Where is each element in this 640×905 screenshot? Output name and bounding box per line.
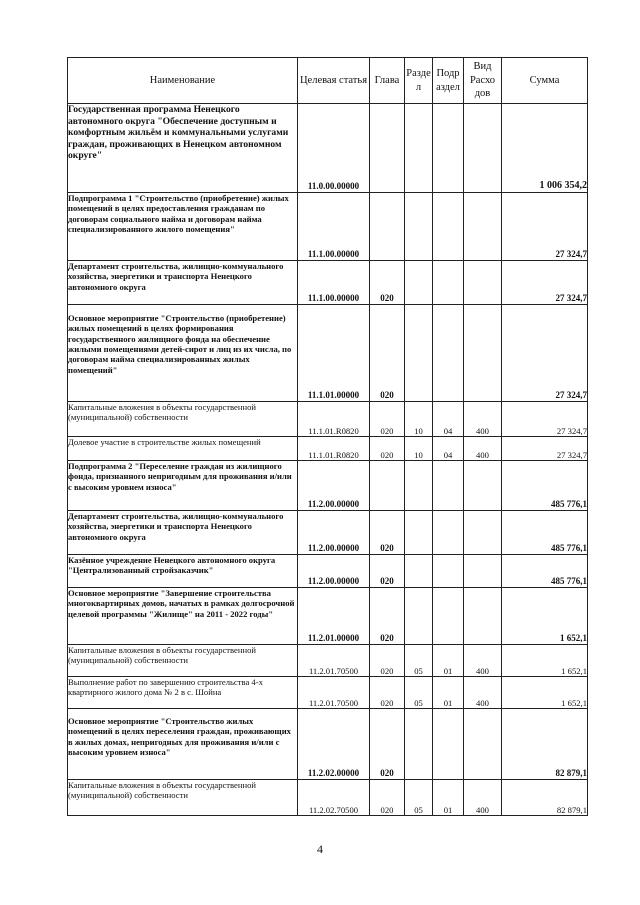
row-name: Выполнение работ по завершению строительства 4-х квартирного жилого дома № 2 в с. Шойна <box>68 677 298 709</box>
row-subsection <box>433 461 464 511</box>
row-sum: 1 652,1 <box>502 588 588 645</box>
table-row <box>68 709 588 780</box>
row-target: 11.1.00.00000 <box>298 193 370 261</box>
page-number: 4 <box>317 842 323 856</box>
row-expense-type: 400 <box>464 677 502 709</box>
row-name: Долевое участие в строительстве жилых помещений <box>68 437 298 461</box>
row-subsection <box>433 709 464 780</box>
row-section <box>405 305 433 402</box>
row-section <box>405 104 433 193</box>
row-sum: 82 879,1 <box>502 780 588 816</box>
row-target: 11.1.01.R0820 <box>298 437 370 461</box>
header-chapter: Глава <box>370 58 405 104</box>
header-target: Целевая статья <box>298 58 370 104</box>
row-subsection <box>433 305 464 402</box>
row-expense-type <box>464 193 502 261</box>
row-target: 11.2.00.00000 <box>298 511 370 555</box>
table-row <box>68 437 588 461</box>
row-section: 05 <box>405 780 433 816</box>
table-row <box>68 104 588 193</box>
row-subsection <box>433 555 464 588</box>
row-section <box>405 588 433 645</box>
row-chapter: 020 <box>370 677 405 709</box>
row-section <box>405 261 433 305</box>
row-sum: 82 879,1 <box>502 709 588 780</box>
row-target: 11.1.01.00000 <box>298 305 370 402</box>
row-subsection <box>433 104 464 193</box>
row-subsection: 01 <box>433 677 464 709</box>
table-row <box>68 305 588 402</box>
row-name: Основное мероприятие "Строительство жилых помещений в целях переселения граждан, проживающих в жилых домах, непригодных для проживания и/или с высоким уровнем износа" <box>68 709 298 780</box>
table-header-row <box>68 58 588 104</box>
row-section <box>405 511 433 555</box>
row-name: Основное мероприятие "Завершение строительства многоквартирных домов, начатых в рамках долгосрочной целевой программы "Жилище" на 2011 - 2022 годы" <box>68 588 298 645</box>
row-section <box>405 461 433 511</box>
row-expense-type: 400 <box>464 645 502 677</box>
row-sum: 485 776,1 <box>502 511 588 555</box>
row-name: Государственная программа Ненецкого автономного округа "Обеспечение доступным и комфортным жильём и коммунальными услугами граждан, проживающих в Ненецком автономном округе" <box>68 104 298 193</box>
row-section <box>405 709 433 780</box>
row-target: 11.2.01.70500 <box>298 677 370 709</box>
row-section: 05 <box>405 645 433 677</box>
row-sum: 485 776,1 <box>502 461 588 511</box>
budget-table <box>67 57 588 816</box>
row-chapter <box>370 461 405 511</box>
row-section <box>405 555 433 588</box>
row-sum: 27 324,7 <box>502 193 588 261</box>
row-name: Капитальные вложения в объекты государственной (муниципальной) собственности <box>68 780 298 816</box>
row-subsection <box>433 511 464 555</box>
row-sum: 27 324,7 <box>502 261 588 305</box>
table-row <box>68 645 588 677</box>
row-sum: 27 324,7 <box>502 402 588 437</box>
row-name: Подпрограмма 1 "Строительство (приобретение) жилых помещений в целях предоставления гражданам по договорам социального найма и договорам найма специализированного жилого помещения" <box>68 193 298 261</box>
row-chapter: 020 <box>370 261 405 305</box>
row-expense-type <box>464 588 502 645</box>
row-name: Капитальные вложения в объекты государственной (муниципальной) собственности <box>68 402 298 437</box>
row-target: 11.2.01.00000 <box>298 588 370 645</box>
row-target: 11.2.00.00000 <box>298 555 370 588</box>
row-chapter: 020 <box>370 555 405 588</box>
row-target: 11.0.00.00000 <box>298 104 370 193</box>
header-name: Наименование <box>68 58 298 104</box>
row-subsection: 04 <box>433 437 464 461</box>
row-sum: 27 324,7 <box>502 305 588 402</box>
row-name: Департамент строительства, жилищно-коммунального хозяйства, энергетики и транспорта Ненецкого автономного округа <box>68 261 298 305</box>
row-name: Подпрограмма 2 "Переселение граждан из жилищного фонда, признанного непригодным для проживания и/или с высоким уровнем износа" <box>68 461 298 511</box>
row-sum: 485 776,1 <box>502 555 588 588</box>
row-section: 05 <box>405 677 433 709</box>
row-sum: 27 324,7 <box>502 437 588 461</box>
row-chapter: 020 <box>370 305 405 402</box>
row-sum: 1 652,1 <box>502 645 588 677</box>
table-row <box>68 588 588 645</box>
row-expense-type: 400 <box>464 780 502 816</box>
row-target: 11.2.02.70500 <box>298 780 370 816</box>
row-expense-type <box>464 261 502 305</box>
row-subsection <box>433 193 464 261</box>
row-chapter: 020 <box>370 709 405 780</box>
row-target: 11.2.01.70500 <box>298 645 370 677</box>
row-name: Казённое учреждение Ненецкого автономного округа "Централизованный стройзаказчик" <box>68 555 298 588</box>
header-expense-type: Вид Расхо дов <box>464 58 502 104</box>
row-subsection: 01 <box>433 780 464 816</box>
row-chapter: 020 <box>370 437 405 461</box>
row-subsection <box>433 588 464 645</box>
row-target: 11.2.02.00000 <box>298 709 370 780</box>
row-expense-type <box>464 709 502 780</box>
row-section: 10 <box>405 402 433 437</box>
table-row <box>68 402 588 437</box>
row-expense-type: 400 <box>464 402 502 437</box>
header-section: Разде л <box>405 58 433 104</box>
row-expense-type <box>464 305 502 402</box>
row-chapter: 020 <box>370 511 405 555</box>
row-sum: 1 006 354,2 <box>502 104 588 193</box>
row-expense-type: 400 <box>464 437 502 461</box>
row-target: 11.2.00.00000 <box>298 461 370 511</box>
row-expense-type <box>464 511 502 555</box>
row-chapter: 020 <box>370 645 405 677</box>
row-expense-type <box>464 555 502 588</box>
row-target: 11.1.00.00000 <box>298 261 370 305</box>
table-row <box>68 461 588 511</box>
table-row <box>68 193 588 261</box>
row-name: Капитальные вложения в объекты государственной (муниципальной) собственности <box>68 645 298 677</box>
row-section <box>405 193 433 261</box>
header-subsection: Подр аздел <box>433 58 464 104</box>
table-row <box>68 511 588 555</box>
row-name: Департамент строительства, жилищно-коммунального хозяйства, энергетики и транспорта Ненецкого автономного округа <box>68 511 298 555</box>
row-subsection: 04 <box>433 402 464 437</box>
table-row <box>68 261 588 305</box>
row-name: Основное мероприятие "Строительство (приобретение) жилых помещений в целях формирования государственного жилищного фонда на обеспечение жилыми помещениями детей-сирот и лиц из их числа, по договорам найма специализированных жилых помещений" <box>68 305 298 402</box>
row-chapter: 020 <box>370 588 405 645</box>
row-expense-type <box>464 461 502 511</box>
table-row <box>68 677 588 709</box>
row-subsection <box>433 261 464 305</box>
row-chapter <box>370 193 405 261</box>
row-section: 10 <box>405 437 433 461</box>
row-subsection: 01 <box>433 645 464 677</box>
row-sum: 1 652,1 <box>502 677 588 709</box>
row-chapter: 020 <box>370 402 405 437</box>
row-expense-type <box>464 104 502 193</box>
table-row <box>68 780 588 816</box>
row-chapter: 020 <box>370 780 405 816</box>
header-sum: Сумма <box>502 58 588 104</box>
table-row <box>68 555 588 588</box>
row-target: 11.1.01.R0820 <box>298 402 370 437</box>
row-chapter <box>370 104 405 193</box>
